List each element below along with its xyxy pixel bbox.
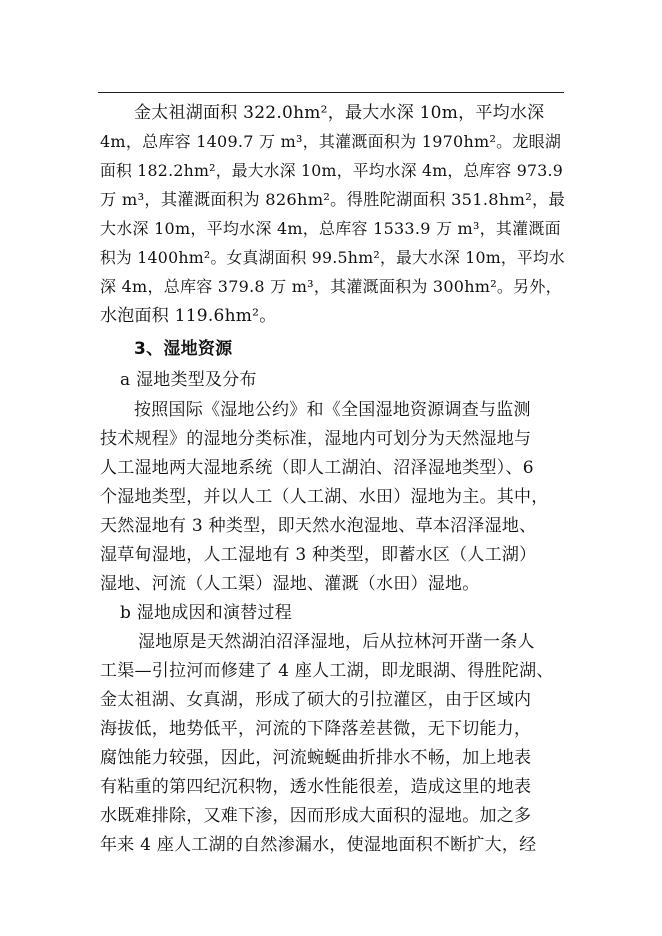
paragraph-line: 天然湿地有 3 种类型，即天然水泡湿地、草本沼泽湿地、 [100, 516, 537, 536]
paragraph-line: 万 m³，其灌溉面积为 826hm²。得胜陀湖面积 351.8hm²，最 [100, 190, 565, 209]
section-heading: 3、湿地资源 [134, 339, 233, 359]
paragraph-line: 年来 4 座人工湖的自然渗漏水，使湿地面积不断扩大，经 [100, 835, 537, 855]
paragraph-line: 海拔低，地势低平，河流的下降落差甚微，无下切能力， [100, 719, 532, 739]
paragraph-line: 4m，总库容 1409.7 万 m³，其灌溉面积为 1970hm²。龙眼湖 [100, 132, 562, 151]
paragraph-line: 面积 182.2hm²，最大水深 10m，平均水深 4m，总库容 973.9 [100, 161, 564, 180]
paragraph-line: 湿地、河流（人工渠）湿地、灌溉（水田）湿地。 [100, 574, 480, 594]
paragraph-line: 工渠—引拉河而修建了 4 座人工湖，即龙眼湖、得胜陀湖、 [100, 661, 554, 681]
paragraph-line: 按照国际《湿地公约》和《全国湿地资源调查与监测 [134, 400, 531, 420]
paragraph-line: 人工湿地两大湿地系统（即人工湖泊、沼泽湿地类型）、6 [100, 458, 534, 478]
paragraph-line: 技术规程》的湿地分类标准，湿地内可划分为天然湿地与 [100, 429, 532, 449]
paragraph-line: 积为 1400hm²。女真湖面积 99.5hm²，最大水深 10m，平均水 [100, 248, 565, 267]
header-rule [98, 92, 564, 93]
paragraph-line: 金太祖湖、女真湖，形成了硕大的引拉灌区，由于区域内 [100, 690, 532, 710]
paragraph-line: 大水深 10m，平均水深 4m，总库容 1533.9 万 m³，其灌溉面 [100, 219, 561, 238]
paragraph-line: 深 4m，总库容 379.8 万 m³，其灌溉面积为 300hm²。另外， [100, 277, 562, 296]
paragraph-line: 金太祖湖面积 322.0hm²，最大水深 10m，平均水深 [134, 103, 545, 123]
paragraph-line: 湿草甸湿地，人工湿地有 3 种类型，即蓄水区（人工湖） [100, 545, 537, 565]
subheading-a: a 湿地类型及分布 [120, 370, 257, 390]
paragraph-line: 湿地原是天然湖泊沼泽湿地，后从拉林河开凿一条人 [138, 632, 535, 652]
paragraph-line: 有粘重的第四纪沉积物，透水性能很差，造成这里的地表 [100, 777, 532, 797]
paragraph-line: 腐蚀能力较强，因此，河流蜿蜒曲折排水不畅，加上地表 [100, 748, 532, 768]
paragraph-line: 水泡面积 119.6hm²。 [100, 306, 277, 326]
paragraph-line: 个湿地类型，并以人工（人工湖、水田）湿地为主。其中， [100, 487, 549, 507]
subheading-b: b 湿地成因和演替过程 [120, 603, 293, 623]
paragraph-line: 水既难排除，又难下渗，因而形成大面积的湿地。加之多 [100, 806, 532, 826]
